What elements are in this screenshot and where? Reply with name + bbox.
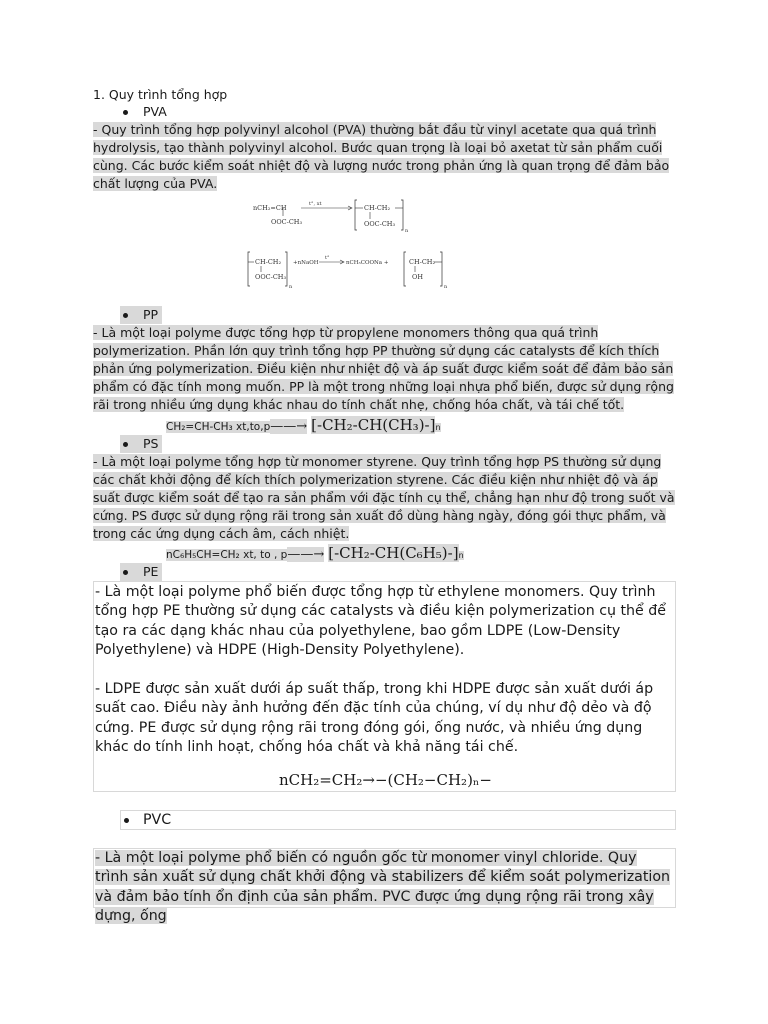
ps-paragraph — [93, 453, 675, 543]
ps-formula-arrow: ——→ — [287, 547, 325, 562]
pp-formula-n: n — [435, 423, 441, 432]
r2-cond: t° — [325, 255, 330, 261]
ps-label: PS — [143, 436, 159, 451]
pe-text1: - Là một loại polyme phổ biến được tổng hợp từ ethylene monomers. Quy trình tổng hợp PE thường sử dụng các catalysts và điều kiện polymerization cụ thể để tạo ra các dạng khác nhau của polyethylene, bao gồm LDPE (Low-Density Polyethylene) và HDPE (High-Density Polyethylene). — [95, 584, 667, 659]
r1-left-sub: OOC-CH₃ — [271, 218, 303, 226]
bullet-dot — [123, 110, 128, 115]
pp-formula-arrow: ——→ — [270, 419, 308, 434]
svg-text:n: n — [444, 284, 448, 290]
pe-text2: - LDPE được sản xuất dưới áp suất thấp, trong khi HDPE được sản xuất dưới áp suất cao. Điều này ảnh hưởng đến đặc tính của chúng, ví dụ như độ dẻo và độ cứng. PE được sử dụng rộng rãi trong đóng gói, ống nước, và nhiều ứng dụng khác do tính linh hoạt, chống hóa chất và khả năng tái chế. — [95, 681, 654, 756]
r2-left: CH-CH₂ — [255, 258, 282, 266]
svg-text:n: n — [405, 228, 409, 234]
pe-label: PE — [143, 564, 159, 579]
r1-cond: t°, xt — [309, 201, 322, 207]
pp-paragraph — [93, 324, 675, 414]
bullet-dot — [123, 313, 128, 318]
pp-formula-left: CH₂=CH-CH₃ xt,to,p — [166, 421, 271, 433]
pvc-text: - Là một loại polyme phổ biến có nguồn gốc từ monomer vinyl chloride. Quy trình sản xuất sử dụng chất khởi động và stabilizers để kiểm soát polymerization và đảm bảo tính ổn định của sản phẩm. PVC được ứng dụng rộng rãi trong xây dựng, ống — [95, 850, 671, 925]
pp-formula — [166, 415, 441, 435]
pvc-label-box — [120, 810, 676, 830]
pva-paragraph — [93, 121, 675, 193]
ps-formula — [166, 543, 464, 563]
pe-formula: nCH₂=CH₂→−(CH₂−CH₂)ₙ− — [279, 771, 492, 789]
ps-formula-right: [-CH₂-CH(C₆H₅)-] — [328, 544, 459, 562]
pvc-box — [93, 848, 676, 925]
bullet-dot — [123, 570, 128, 575]
pp-label: PP — [143, 307, 159, 322]
r1-left: nCH₂=CH — [253, 204, 287, 212]
pva-text: - Quy trình tổng hợp polyvinyl alcohol (PVA) thường bắt đầu từ vinyl acetate qua quá trình hydrolysis, tạo thành polyvinyl alcohol. Bước quan trọng là loại bỏ axetat từ sản phẩm cuối cùng. Các bước kiểm soát nhiệt độ và lượng nước trong phản ứng là quan trọng để đảm bảo chất lượng của PVA. — [93, 122, 670, 191]
pva-label: PVA — [143, 104, 167, 119]
r1-right: CH-CH₂ — [364, 204, 391, 212]
r2-mid: nCH₃COONa + — [346, 260, 389, 266]
bullet-dot — [123, 442, 128, 447]
ps-text: - Là một loại polyme tổng hợp từ monomer styrene. Quy trình tổng hợp PS thường sử dụng các chất khởi động để kích thích polymerization styrene. Các điều kiện như nhiệt độ và áp suất được kiểm soát để tạo ra sản phẩm với đặc tính cụ thể, chẳng hạn như độ trong suốt và cứng. PS được sử dụng rộng rãi trong sản xuất đồ dùng hàng ngày, đóng gói thực phẩm, và trong các ứng dụng cách âm, cách nhiệt. — [93, 454, 675, 541]
pva-reaction-diagram — [245, 196, 455, 294]
pe-box — [93, 581, 676, 792]
ps-formula-n: n — [458, 551, 464, 560]
section-heading: 1. Quy trình tổng hợp — [93, 87, 228, 102]
bullet-dot — [124, 818, 129, 823]
r2-reagent: +nNaOH — [293, 260, 319, 266]
r2-right: CH-CH₂ — [409, 258, 436, 266]
r2-right-sub: OH — [412, 273, 423, 281]
r2-n: n — [289, 284, 293, 290]
pvc-label: PVC — [143, 812, 172, 828]
pvc-paragraph — [95, 849, 673, 927]
ps-formula-left: nC₆H₅CH=CH₂ xt, to , p — [166, 549, 288, 561]
r1-right-sub: OOC-CH₃ — [364, 220, 396, 228]
pp-text: - Là một loại polyme được tổng hợp từ propylene monomers thông qua quá trình polymerization. Phần lớn quy trình tổng hợp PP thường sử dụng các catalysts để kích thích phản ứng polymerization. Điều kiện như nhiệt độ và áp suất được kiểm soát để đảm bảo sản phẩm có đặc tính mong muốn. PP là một trong những loại nhựa phổ biến, được sử dụng rộng rãi trong nhiều ứng dụng khác nhau do tính chất nhẹ, chống hóa chất, và tái chế tốt. — [93, 325, 674, 412]
r2-left-sub: OOC-CH₃ — [255, 273, 287, 281]
pp-formula-right: [-CH₂-CH(CH₃)-] — [311, 416, 436, 434]
